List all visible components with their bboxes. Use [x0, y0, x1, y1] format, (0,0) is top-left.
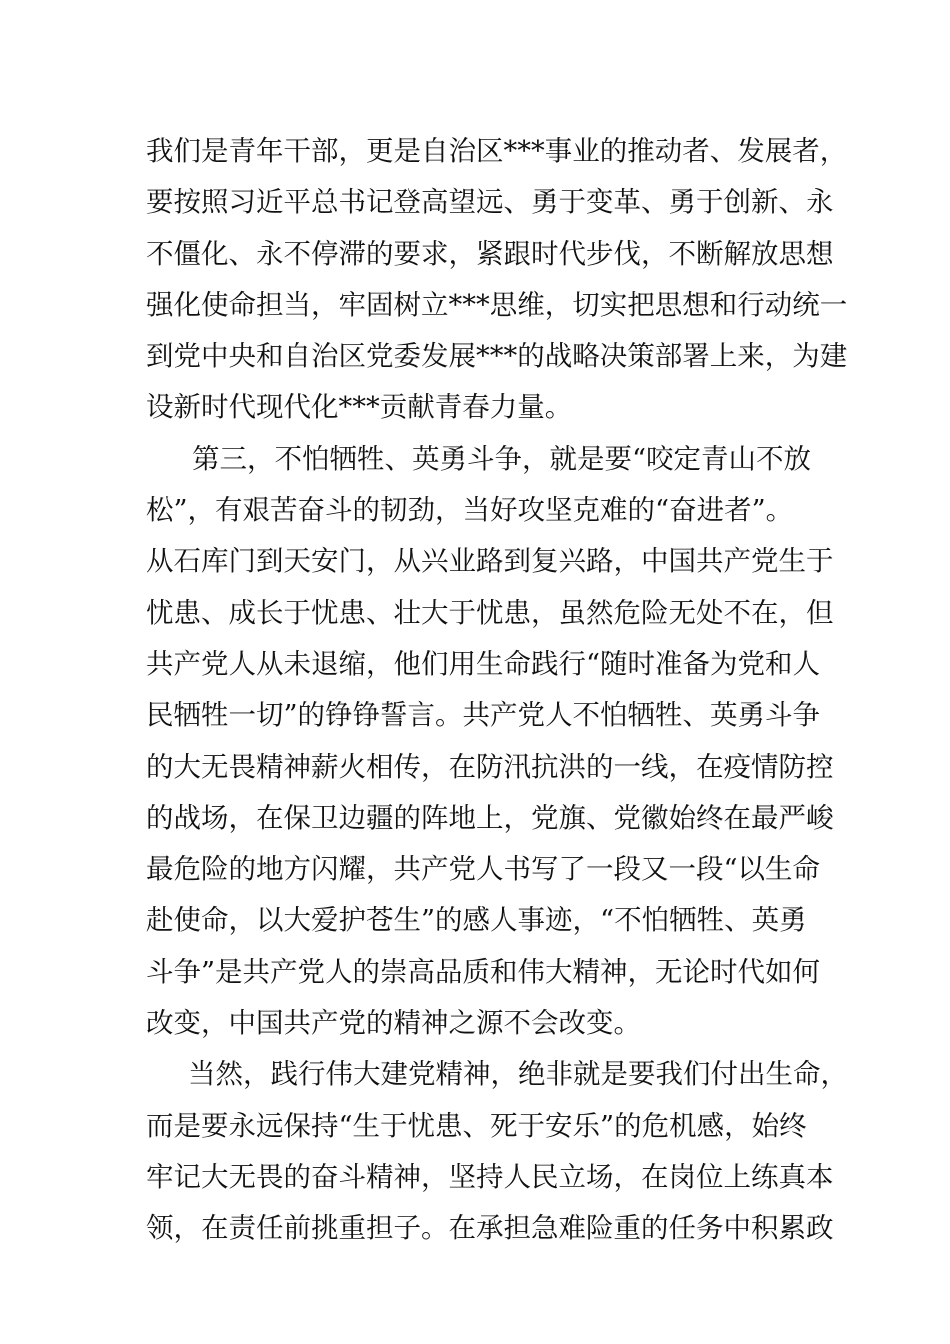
text-line: 民牺牲一切”的铮铮誓言。共产党人不怕牺牲、英勇斗争 [146, 699, 821, 732]
text-line: 从石库门到天安门，从兴业路到复兴路，中国共产党生于 [146, 545, 834, 578]
paragraph-2 [146, 434, 834, 1050]
text-line: 最危险的地方闪耀，共产党人书写了一段又一段“以生命 [146, 853, 821, 886]
text-line: 不僵化、永不停滞的要求，紧跟时代步伐，不断解放思想 [146, 237, 834, 270]
text-line: 要按照习近平总书记登高望远、勇于变革、勇于创新、永 [146, 186, 834, 219]
text-line: 松”，有艰苦奋斗的韧劲，当好攻坚克难的“奋进者”。 [146, 494, 794, 527]
text-line: 的战场，在保卫边疆的阵地上，党旗、党徽始终在最严峻 [146, 801, 834, 834]
paragraph-1 [146, 126, 848, 434]
text-line: 当然，践行伟大建党精神，绝非就是要我们付出生命， [188, 1058, 848, 1091]
text-line: 领，在责任前挑重担子。在承担急难险重的任务中积累政 [146, 1212, 834, 1245]
text-line: 而是要永远保持“生于忧患、死于安乐”的危机感，始终 [146, 1109, 807, 1142]
text-line: 第三，不怕牺牲、英勇斗争，就是要“咬定青山不放 [192, 442, 812, 475]
text-line: 改变，中国共产党的精神之源不会改变。 [146, 1007, 641, 1040]
text-line: 我们是青年干部，更是自治区***事业的推动者、发展者， [146, 135, 848, 167]
text-line: 的大无畏精神薪火相传，在防汛抗洪的一线，在疫情防控 [146, 750, 834, 783]
text-line: 斗争”是共产党人的崇高品质和伟大精神，无论时代如何 [146, 955, 821, 988]
paragraph-3 [146, 1049, 848, 1254]
text-line: 强化使命担当，牢固树立***思维，切实把思想和行动统一 [146, 288, 848, 321]
text-line: 共产党人从未退缩，他们用生命践行“随时准备为党和人 [146, 647, 821, 680]
text-line: 到党中央和自治区党委发展***的战略决策部署上来，为建 [146, 340, 848, 373]
text-line: 忧患、成长于忧患、壮大于忧患，虽然危险无处不在，但 [146, 596, 834, 629]
text-line: 赴使命，以大爱护苍生”的感人事迹，“不怕牺牲、英勇 [146, 904, 807, 937]
text-line: 设新时代现代化***贡献青春力量。 [146, 391, 573, 424]
text-line: 牢记大无畏的奋斗精神，坚持人民立场，在岗位上练真本 [146, 1160, 834, 1193]
document-body [146, 126, 848, 1255]
